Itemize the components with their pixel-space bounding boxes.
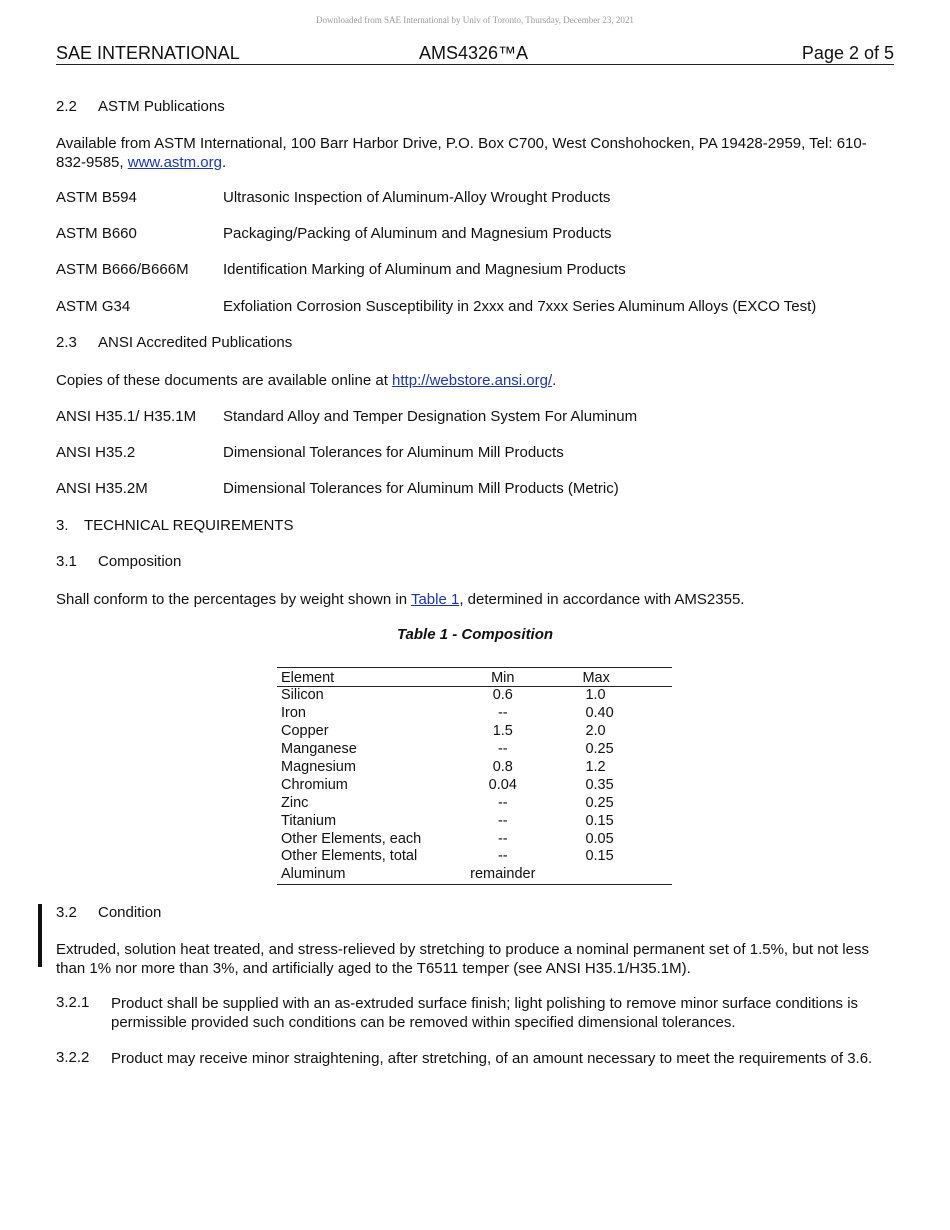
- ref-title: Identification Marking of Aluminum and Magnesium Products: [223, 261, 626, 278]
- ref-title: Ultrasonic Inspection of Aluminum-Alloy Wrought Products: [223, 189, 611, 206]
- composition-table: [277, 667, 672, 885]
- header-doc-id: AMS4326™A: [419, 43, 529, 63]
- ref-code: ASTM B666/B666M: [56, 261, 189, 278]
- section-heading-technical: 3. TECHNICAL REQUIREMENTS: [56, 517, 294, 534]
- table-header-row: [277, 668, 672, 687]
- ansi-availability: Copies of these documents are available online at http://webstore.ansi.org/.: [56, 372, 557, 389]
- section-heading-ansi: 2.3 ANSI Accredited Publications: [56, 334, 293, 351]
- table-row: Silicon 0.6 1.0: [281, 687, 606, 704]
- table-row: Iron -- 0.40: [281, 705, 614, 722]
- astm-link[interactable]: www.astm.org: [127, 154, 222, 171]
- header-page-number: Page 2 of 5: [801, 43, 894, 63]
- table-row: Other Elements, each -- 0.05: [281, 830, 614, 847]
- column-header: Max: [549, 668, 672, 687]
- ref-code: ANSI H35.2M: [56, 480, 148, 497]
- astm-availability: Available from ASTM International, 100 Barr Harbor Drive, P.O. Box C700, West Conshohocken, PA 19428-2959, Tel: 610-832-9585, www.astm.org.: [56, 135, 867, 171]
- ref-code: ASTM B594: [56, 189, 137, 206]
- ansi-link[interactable]: http://webstore.ansi.org/: [392, 372, 553, 389]
- section-heading-condition: 3.2 Condition: [56, 904, 162, 921]
- subsection-number: 3.2.1: [56, 994, 90, 1011]
- table-row: Copper 1.5 2.0: [281, 723, 606, 740]
- section-heading-composition: 3.1 Composition: [56, 553, 182, 570]
- ref-title: Packaging/Packing of Aluminum and Magnesium Products: [223, 225, 612, 242]
- page-header: [56, 43, 894, 65]
- table-caption: Table 1 - Composition: [396, 626, 554, 643]
- table-row: Titanium -- 0.15: [281, 812, 614, 829]
- section-heading-astm: 2.2 ASTM Publications: [56, 98, 225, 115]
- download-watermark: Downloaded from SAE International by Univ of Toronto, Thursday, December 23, 2021: [316, 15, 634, 25]
- table-row: Manganese -- 0.25: [281, 741, 614, 758]
- table-1-link[interactable]: Table 1: [410, 591, 460, 608]
- table-row: Other Elements, total -- 0.15: [281, 848, 614, 865]
- revision-change-bar: [38, 904, 42, 967]
- ref-code: ANSI H35.2: [56, 444, 136, 461]
- ref-code: ASTM B660: [56, 225, 137, 242]
- ref-title: Exfoliation Corrosion Susceptibility in 2xxx and 7xxx Series Aluminum Alloys (EXCO Test): [223, 298, 817, 315]
- header-org: SAE INTERNATIONAL: [56, 43, 240, 63]
- ref-title: Dimensional Tolerances for Aluminum Mill Products: [223, 444, 564, 461]
- column-header: Element: [277, 668, 456, 687]
- table-row: Zinc -- 0.25: [281, 794, 614, 811]
- table-row: Magnesium 0.8 1.2: [281, 759, 606, 775]
- table-row: Chromium 0.04 0.35: [281, 776, 614, 793]
- subsection-number: 3.2.2: [56, 1049, 90, 1066]
- condition-text: Extruded, solution heat treated, and stress-relieved by stretching to produce a nominal permanent set of 1.5%, but not less than 1% nor more than 3%, and artificially aged to the T6511 temper (see ANSI H35.1/H35.1M).: [56, 941, 869, 977]
- subsection-text: Product may receive minor straightening, after stretching, of an amount necessary to meet the requirements of 3.6.: [111, 1050, 873, 1067]
- subsection-text: Product shall be supplied with an as-extruded surface finish; light polishing to remove minor surface conditions is permissible provided such conditions can be removed within specified dimensional tolerances.: [111, 995, 859, 1031]
- composition-text: Shall conform to the percentages by weight shown in Table 1, determined in accordance with AMS2355.: [56, 591, 745, 608]
- ref-code: ANSI H35.1/ H35.1M: [56, 408, 197, 425]
- ref-title: Dimensional Tolerances for Aluminum Mill Products (Metric): [223, 480, 619, 497]
- column-header: Min: [456, 668, 549, 687]
- ref-code: ASTM G34: [56, 298, 131, 315]
- ref-title: Standard Alloy and Temper Designation System For Aluminum: [223, 408, 638, 425]
- table-row: Aluminum remainder: [277, 866, 672, 884]
